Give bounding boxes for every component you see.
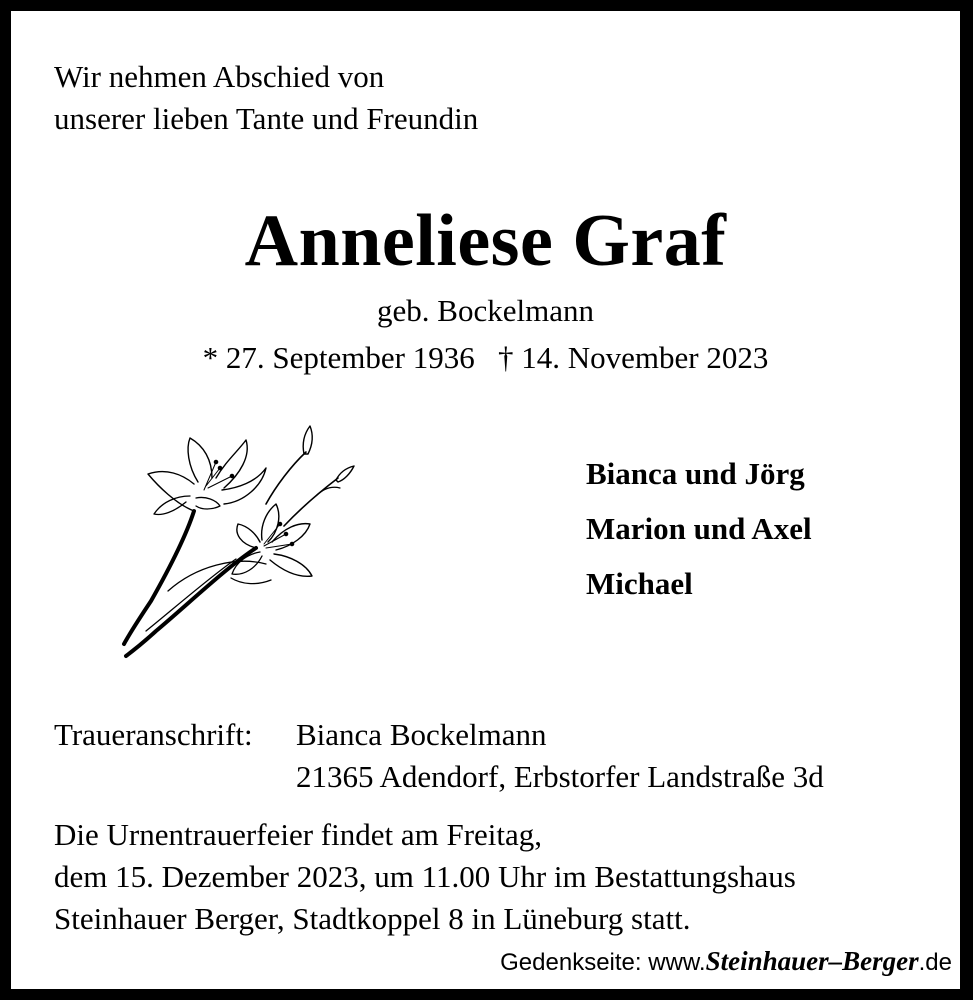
ceremony-line-1: Die Urnentrauerfeier findet am Freitag, [54,817,543,852]
memorial-page-link[interactable] [500,941,952,981]
mourning-address [296,714,824,798]
birth-date: * 27. September 1936 [202,340,475,375]
death-date: † 14. November 2023 [497,340,769,375]
ceremony-text [54,814,796,940]
mourners-list [586,454,812,619]
life-dates [11,339,960,377]
address-label: Traueranschrift: [54,717,253,752]
intro-line-2: unserer lieben Tante und Freundin [54,101,479,136]
deceased-name: Anneliese Graf [244,200,727,282]
ceremony-line-3: Steinhauer Berger, Stadtkoppel 8 in Lüneburg statt. [54,901,691,936]
intro-text [54,56,478,140]
intro-line-1: Wir nehmen Abschied von [54,59,385,94]
mourner: Marion und Axel [586,511,812,546]
mourner: Michael [586,566,693,601]
footer-prefix: Gedenkseite: www. [500,949,706,976]
footer-suffix: .de [918,949,952,976]
brand-logo: Steinhauer–Berger [705,946,919,976]
ceremony-line-2: dem 15. Dezember 2023, um 11.00 Uhr im Bestattungshaus [54,859,796,894]
address-street: 21365 Adendorf, Erbstorfer Landstraße 3d [296,759,824,794]
mourner: Bianca und Jörg [586,456,805,491]
lily-flower-icon [116,416,366,661]
address-name: Bianca Bockelmann [296,717,547,752]
obituary-notice [11,11,960,989]
born-name: geb. Bockelmann [377,293,594,328]
